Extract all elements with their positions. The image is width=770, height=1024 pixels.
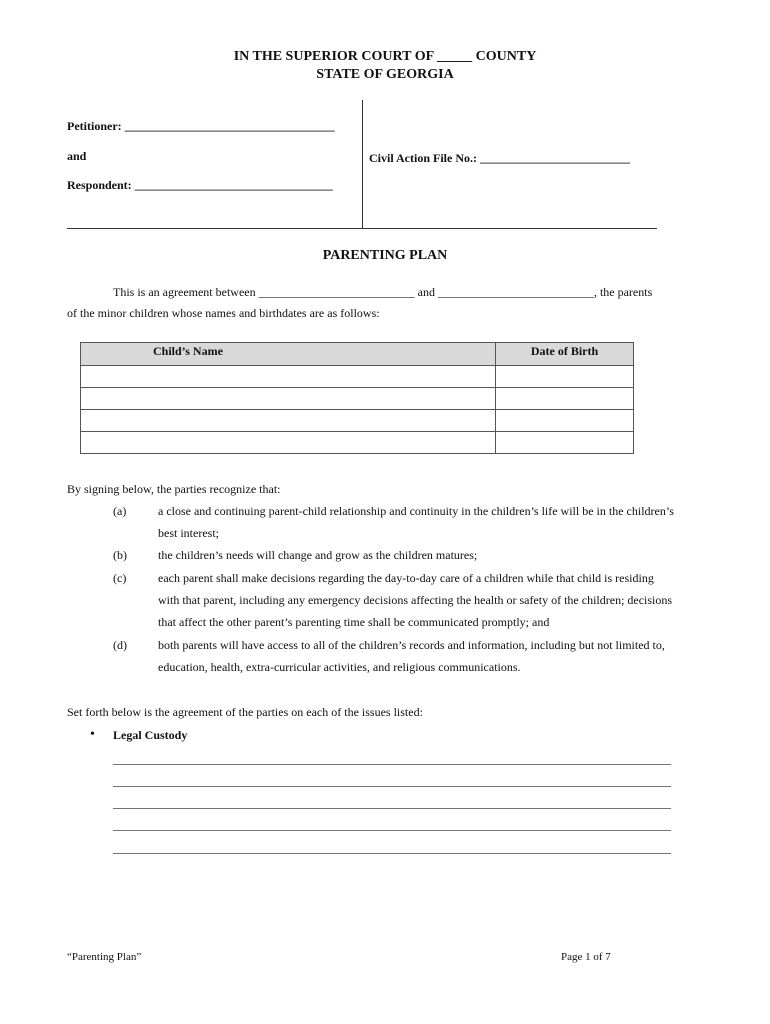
children-table xyxy=(80,342,634,454)
caption-divider-horizontal xyxy=(67,228,657,229)
intro-line-2: of the minor children whose names and birthdates are as follows: xyxy=(67,306,380,320)
item-a-line-1: a close and continuing parent-child relationship and continuity in the children’s life will be in the children’s xyxy=(158,504,674,518)
footer-page-number: Page 1 of 7 xyxy=(561,951,611,963)
legal-custody-blank-line-5[interactable]: _____________________________________________________________________________________________ xyxy=(113,841,671,855)
footer-document-name: “Parenting Plan” xyxy=(67,951,142,963)
table-row xyxy=(81,410,634,432)
child-name-cell[interactable] xyxy=(81,366,496,388)
date-of-birth-cell[interactable] xyxy=(496,388,634,410)
date-of-birth-cell[interactable] xyxy=(496,410,634,432)
column-header-date-of-birth: Date of Birth xyxy=(496,343,634,366)
agreement-lead: Set forth below is the agreement of the parties on each of the issues listed: xyxy=(67,705,423,719)
respondent-field[interactable]: Respondent: _________________________________ xyxy=(67,178,333,192)
legal-custody-blank-line-2[interactable]: _____________________________________________________________________________________________ xyxy=(113,774,671,788)
item-b-line-1: the children’s needs will change and grow as the children matures; xyxy=(158,548,478,562)
column-header-child-name: Child’s Name xyxy=(81,343,496,366)
item-letter-b: (b) xyxy=(113,548,127,562)
item-letter-c: (c) xyxy=(113,571,127,585)
item-d-line-1: both parents will have access to all of the children’s records and information, including but not limited to, xyxy=(158,638,665,652)
court-heading: IN THE SUPERIOR COURT OF _____ COUNTY xyxy=(233,49,537,64)
item-c-line-3: that affect the other parent’s parenting time shall be communicated promptly; and xyxy=(158,615,550,629)
item-d-line-2: education, health, extra-curricular activities, and religious communications. xyxy=(158,660,521,674)
child-name-cell[interactable] xyxy=(81,432,496,454)
item-c-line-2: with that parent, including any emergency decisions affecting the health or safety of the children; decisions xyxy=(158,593,673,607)
legal-custody-blank-line-1[interactable]: _____________________________________________________________________________________________ xyxy=(113,752,671,766)
table-header-row xyxy=(81,343,634,366)
bullet-icon: • xyxy=(90,727,95,742)
and-label: and xyxy=(67,149,87,163)
child-name-cell[interactable] xyxy=(81,410,496,432)
item-a-line-2: best interest; xyxy=(158,526,219,540)
table-row xyxy=(81,432,634,454)
petitioner-field[interactable]: Petitioner: ___________________________________ xyxy=(67,119,335,133)
child-name-cell[interactable] xyxy=(81,388,496,410)
table-row xyxy=(81,366,634,388)
caption-divider-vertical xyxy=(362,100,363,228)
item-letter-d: (d) xyxy=(113,638,127,652)
item-c-line-1: each parent shall make decisions regarding the day-to-day care of a children while that child is residing xyxy=(158,571,654,585)
date-of-birth-cell[interactable] xyxy=(496,366,634,388)
civil-action-file-field[interactable]: Civil Action File No.: _________________________ xyxy=(369,151,630,165)
item-letter-a: (a) xyxy=(113,504,127,518)
state-heading: STATE OF GEORGIA xyxy=(316,67,454,82)
document-title: PARENTING PLAN xyxy=(322,248,448,263)
legal-custody-blank-line-3[interactable]: _____________________________________________________________________________________________ xyxy=(113,796,671,810)
intro-line-1: This is an agreement between __________________________ and __________________________, the parents xyxy=(113,285,653,299)
table-row xyxy=(81,388,634,410)
legal-custody-blank-line-4[interactable]: _____________________________________________________________________________________________ xyxy=(113,818,671,832)
legal-custody-heading: Legal Custody xyxy=(113,728,188,742)
recognize-lead: By signing below, the parties recognize that: xyxy=(67,482,281,496)
date-of-birth-cell[interactable] xyxy=(496,432,634,454)
